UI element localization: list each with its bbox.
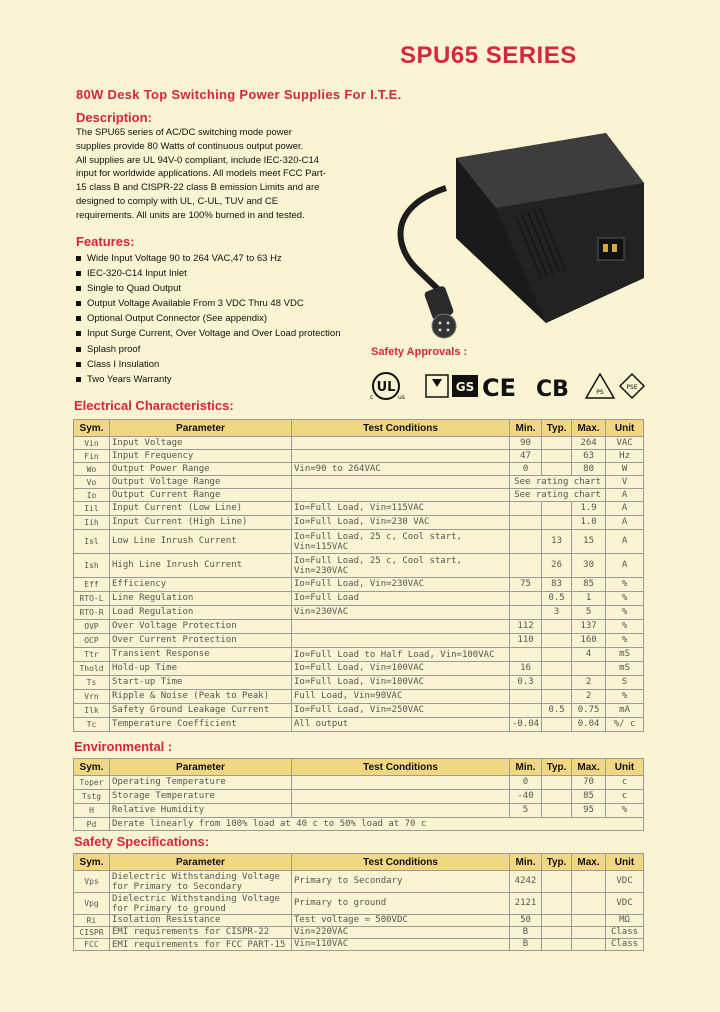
table-cell	[542, 927, 572, 939]
table-cell: Io=Full Load, Vin=230 VAC	[292, 516, 510, 530]
table-cell: 110	[510, 634, 542, 648]
table-cell: VDC	[606, 893, 644, 915]
table-cell: VDC	[606, 871, 644, 893]
ul-logo-us: us	[398, 394, 405, 401]
table-cell	[542, 450, 572, 463]
table-cell: EMI requirements for FCC PART-15	[110, 939, 292, 951]
table-cell	[572, 939, 606, 951]
column-header: Typ.	[542, 759, 572, 776]
column-header: Min.	[510, 759, 542, 776]
table-cell: Transient Response	[110, 648, 292, 662]
table-cell: Output Power Range	[110, 463, 292, 476]
table-cell: Dielectric Withstanding Voltage for Primary to Secondary	[110, 871, 292, 893]
table-cell: Vin	[74, 437, 110, 450]
table-cell: Eff	[74, 578, 110, 592]
table-cell: Ri	[74, 915, 110, 927]
table-cell	[292, 476, 510, 489]
table-cell: Isl	[74, 530, 110, 554]
table-cell: Isolation Resistance	[110, 915, 292, 927]
feature-item: Output Voltage Available From 3 VDC Thru 48 VDC	[76, 296, 341, 311]
column-header: Max.	[572, 759, 606, 776]
tuv-gs-logo	[426, 375, 478, 397]
table-cell: 85	[572, 790, 606, 804]
table-cell: %	[606, 606, 644, 620]
table-cell: %	[606, 592, 644, 606]
table-cell: Storage Temperature	[110, 790, 292, 804]
table-row	[74, 927, 644, 939]
feature-item: Wide Input Voltage 90 to 264 VAC,47 to 63 Hz	[76, 251, 341, 266]
table-cell: 0.75	[572, 704, 606, 718]
table-row	[74, 718, 644, 732]
table-cell: Io=Full Load, Vin=230VAC	[292, 578, 510, 592]
table-cell: Io=Full Load, Vin=100VAC	[292, 662, 510, 676]
column-header: Min.	[510, 854, 542, 871]
cb-logo	[536, 377, 569, 402]
table-cell: 4242	[510, 871, 542, 893]
table-cell: 0	[510, 463, 542, 476]
table-cell	[542, 662, 572, 676]
table-cell: Fin	[74, 450, 110, 463]
pse-logo	[586, 374, 644, 398]
table-row	[74, 592, 644, 606]
table-cell: Relative Humidity	[110, 804, 292, 818]
table-cell: See rating chart	[510, 489, 606, 502]
table-row	[74, 690, 644, 704]
table-cell: 90	[510, 437, 542, 450]
table-cell: Load Regulation	[110, 606, 292, 620]
column-header: Max.	[572, 854, 606, 871]
table-cell: Vrn	[74, 690, 110, 704]
table-cell: %	[606, 634, 644, 648]
table-cell: 264	[572, 437, 606, 450]
ul-logo	[370, 373, 405, 401]
table-cell	[292, 790, 510, 804]
table-cell: Primary to ground	[292, 893, 510, 915]
column-header: Parameter	[110, 759, 292, 776]
table-cell	[292, 620, 510, 634]
table-cell: 2121	[510, 893, 542, 915]
table-cell: Full Load, Vin=90VAC	[292, 690, 510, 704]
table-cell: Start-up Time	[110, 676, 292, 690]
feature-item: Two Years Warranty	[76, 372, 341, 387]
table-cell: Thold	[74, 662, 110, 676]
table-cell: 47	[510, 450, 542, 463]
table-cell: -0.04	[510, 718, 542, 732]
table-cell: Input Voltage	[110, 437, 292, 450]
table-cell: Dielectric Withstanding Voltage for Primary to ground	[110, 893, 292, 915]
table-cell: mA	[606, 704, 644, 718]
table-cell	[292, 804, 510, 818]
table-row	[74, 648, 644, 662]
table-cell: %	[606, 578, 644, 592]
table-cell: EMI requirements for CISPR-22	[110, 927, 292, 939]
column-header: Unit	[606, 854, 644, 871]
table-cell: Hz	[606, 450, 644, 463]
table-cell: A	[606, 489, 644, 502]
table-cell: RTO-L	[74, 592, 110, 606]
table-cell: 50	[510, 915, 542, 927]
table-cell: 2	[572, 676, 606, 690]
table-cell: W	[606, 463, 644, 476]
column-header: Sym.	[74, 759, 110, 776]
table-cell: 16	[510, 662, 542, 676]
table-cell: Ttr	[74, 648, 110, 662]
ce-logo	[482, 374, 516, 402]
table-cell	[542, 893, 572, 915]
table-row	[74, 606, 644, 620]
table-cell: S	[606, 676, 644, 690]
table-cell	[542, 718, 572, 732]
table-cell: Pd	[74, 818, 110, 831]
table-row	[74, 915, 644, 927]
table-cell: 0.3	[510, 676, 542, 690]
table-cell: Io=Full Load, 25 c, Cool start, Vin=230VAC	[292, 554, 510, 578]
table-cell: Ripple & Noise (Peak to Peak)	[110, 690, 292, 704]
table-cell	[542, 502, 572, 516]
column-header: Min.	[510, 420, 542, 437]
table-cell	[542, 516, 572, 530]
table-cell	[572, 662, 606, 676]
table-cell: High Line Inrush Current	[110, 554, 292, 578]
table-cell: Vpg	[74, 893, 110, 915]
table-cell: CISPR	[74, 927, 110, 939]
table-cell: 1.0	[572, 516, 606, 530]
table-cell: 26	[542, 554, 572, 578]
electrical-table	[73, 419, 644, 732]
table-cell	[542, 463, 572, 476]
column-header: Unit	[606, 759, 644, 776]
table-cell: Io=Full Load to Half Load, Vin=100VAC	[292, 648, 510, 662]
table-cell: Output Current Range	[110, 489, 292, 502]
table-cell: c	[606, 776, 644, 790]
table-cell: Ilk	[74, 704, 110, 718]
table-cell	[542, 776, 572, 790]
table-cell: B	[510, 927, 542, 939]
table-cell: Class	[606, 939, 644, 951]
description-line: The SPU65 series of AC/DC switching mode power	[76, 127, 292, 138]
svg-text:PS: PS	[596, 389, 604, 396]
table-cell	[510, 606, 542, 620]
table-cell: 5	[572, 606, 606, 620]
table-cell	[572, 927, 606, 939]
table-cell: 0.04	[572, 718, 606, 732]
column-header: Test Conditions	[292, 420, 510, 437]
table-cell: 70	[572, 776, 606, 790]
column-header: Typ.	[542, 420, 572, 437]
table-cell: 95	[572, 804, 606, 818]
table-cell: Hold-up Time	[110, 662, 292, 676]
table-cell: VAC	[606, 437, 644, 450]
page-subtitle: 80W Desk Top Switching Power Supplies For I.T.E.	[76, 87, 402, 102]
table-cell: Primary to Secondary	[292, 871, 510, 893]
column-header: Sym.	[74, 854, 110, 871]
table-cell: A	[606, 530, 644, 554]
table-cell: %/ c	[606, 718, 644, 732]
safety-specifications-heading: Safety Specifications:	[74, 834, 210, 849]
table-cell	[542, 790, 572, 804]
table-cell: FCC	[74, 939, 110, 951]
table-row	[74, 804, 644, 818]
table-cell: Output Voltage Range	[110, 476, 292, 489]
table-cell: Io	[74, 489, 110, 502]
table-row	[74, 516, 644, 530]
column-header: Unit	[606, 420, 644, 437]
table-cell: RTO-R	[74, 606, 110, 620]
pse-logo-text: PSE	[626, 384, 638, 391]
cb-logo-text: CB	[536, 377, 569, 402]
table-cell	[510, 554, 542, 578]
table-cell: -40	[510, 790, 542, 804]
table-cell	[572, 893, 606, 915]
table-cell: A	[606, 554, 644, 578]
table-cell: %	[606, 804, 644, 818]
table-cell: Vo	[74, 476, 110, 489]
table-cell: Ish	[74, 554, 110, 578]
description-line: designed to comply with UL, C-UL, TUV and CE	[76, 195, 279, 207]
table-cell: Operating Temperature	[110, 776, 292, 790]
power-supply-image	[376, 128, 646, 350]
table-cell: Io=Full Load, Vin=115VAC	[292, 502, 510, 516]
column-header: Test Conditions	[292, 854, 510, 871]
table-cell	[510, 648, 542, 662]
table-cell: V	[606, 476, 644, 489]
environmental-table	[73, 758, 644, 831]
table-cell: OVP	[74, 620, 110, 634]
table-cell: Low Line Inrush Current	[110, 530, 292, 554]
feature-item: Class I Insulation	[76, 357, 341, 372]
table-cell	[542, 804, 572, 818]
table-cell: A	[606, 502, 644, 516]
table-row	[74, 554, 644, 578]
table-cell: Vps	[74, 871, 110, 893]
table-cell: 15	[572, 530, 606, 554]
description-line: requirements. All units are 100% burned in and tested.	[76, 209, 305, 221]
table-row	[74, 939, 644, 951]
column-header: Sym.	[74, 420, 110, 437]
table-cell: Vin=90 to 264VAC	[292, 463, 510, 476]
table-cell	[510, 516, 542, 530]
table-cell	[510, 690, 542, 704]
table-cell: 137	[572, 620, 606, 634]
table-cell	[292, 450, 510, 463]
table-cell	[542, 620, 572, 634]
table-cell: Safety Ground Leakage Current	[110, 704, 292, 718]
description-text	[76, 126, 366, 223]
table-cell: Test voltage = 500VDC	[292, 915, 510, 927]
table-row	[74, 662, 644, 676]
table-row	[74, 437, 644, 450]
ul-logo-text: UL	[376, 380, 396, 395]
table-cell	[292, 437, 510, 450]
column-header: Parameter	[110, 420, 292, 437]
table-row	[74, 776, 644, 790]
table-cell: Tstg	[74, 790, 110, 804]
table-cell: 85	[572, 578, 606, 592]
table-cell: 0	[510, 776, 542, 790]
table-cell: 112	[510, 620, 542, 634]
table-cell: 80	[572, 463, 606, 476]
table-cell	[542, 690, 572, 704]
table-row	[74, 476, 644, 489]
table-cell: H	[74, 804, 110, 818]
table-cell: 30	[572, 554, 606, 578]
table-cell: MΩ	[606, 915, 644, 927]
table-cell: All output	[292, 718, 510, 732]
table-cell: Ts	[74, 676, 110, 690]
table-cell: %	[606, 690, 644, 704]
table-cell: Input Frequency	[110, 450, 292, 463]
table-cell	[542, 437, 572, 450]
table-cell: Iil	[74, 502, 110, 516]
table-cell: Efficiency	[110, 578, 292, 592]
table-cell: Input Current (High Line)	[110, 516, 292, 530]
table-cell: %	[606, 620, 644, 634]
table-row	[74, 578, 644, 592]
column-header: Test Conditions	[292, 759, 510, 776]
safety-logos	[368, 366, 650, 406]
table-row	[74, 818, 644, 831]
table-cell	[292, 776, 510, 790]
table-cell	[542, 915, 572, 927]
table-cell: 83	[542, 578, 572, 592]
column-header: Parameter	[110, 854, 292, 871]
description-heading: Description:	[76, 110, 152, 125]
table-cell	[292, 634, 510, 648]
table-cell: 160	[572, 634, 606, 648]
table-cell: 0.5	[542, 704, 572, 718]
table-cell	[542, 871, 572, 893]
table-row	[74, 893, 644, 915]
table-cell: Vin=110VAC	[292, 939, 510, 951]
table-cell: 63	[572, 450, 606, 463]
table-row	[74, 463, 644, 476]
table-row	[74, 704, 644, 718]
table-cell: Vin=230VAC	[292, 606, 510, 620]
table-cell	[510, 530, 542, 554]
table-cell: Iih	[74, 516, 110, 530]
table-cell	[542, 648, 572, 662]
table-cell: Tc	[74, 718, 110, 732]
table-cell: Derate linearly from 100% load at 40 c to 50% load at 70 c	[110, 818, 644, 831]
table-cell	[572, 915, 606, 927]
safety-approvals-heading: Safety Approvals :	[371, 346, 468, 358]
table-cell: Line Regulation	[110, 592, 292, 606]
table-cell: Input Current (Low Line)	[110, 502, 292, 516]
description-line: All supplies are UL 94V-0 compliant, include IEC-320-C14	[76, 154, 320, 166]
electrical-heading: Electrical Characteristics:	[74, 398, 234, 413]
table-cell: mS	[606, 648, 644, 662]
table-cell: 1	[572, 592, 606, 606]
description-line: 15 class B and CISPR-22 class B emission Limits and are	[76, 182, 320, 194]
table-cell: B	[510, 939, 542, 951]
features-heading: Features:	[76, 234, 135, 249]
table-cell: 13	[542, 530, 572, 554]
table-cell: c	[606, 790, 644, 804]
table-cell: A	[606, 516, 644, 530]
table-cell: 75	[510, 578, 542, 592]
table-cell: 3	[542, 606, 572, 620]
table-cell: Wo	[74, 463, 110, 476]
ce-logo-text: CE	[482, 374, 517, 402]
features-list	[76, 251, 341, 387]
table-cell: 0.5	[542, 592, 572, 606]
table-row	[74, 871, 644, 893]
table-cell: Temperature Coefficient	[110, 718, 292, 732]
feature-item: Input Surge Current, Over Voltage and Over Load protection	[76, 326, 341, 341]
table-cell	[292, 489, 510, 502]
table-row	[74, 530, 644, 554]
column-header: Typ.	[542, 854, 572, 871]
svg-text:GS: GS	[455, 380, 475, 394]
table-row	[74, 620, 644, 634]
table-cell: 2	[572, 690, 606, 704]
table-cell: Over Current Protection	[110, 634, 292, 648]
table-cell: Vin=220VAC	[292, 927, 510, 939]
table-cell: Io=Full Load, Vin=100VAC	[292, 676, 510, 690]
table-cell	[510, 502, 542, 516]
description-line: supplies provide 80 Watts of continuous output power.	[76, 140, 304, 152]
table-cell	[542, 939, 572, 951]
table-cell: Class	[606, 927, 644, 939]
table-cell: 5	[510, 804, 542, 818]
table-row	[74, 450, 644, 463]
ul-logo-c: c	[370, 394, 374, 401]
page-title: SPU65 SERIES	[400, 42, 577, 69]
table-cell	[510, 704, 542, 718]
table-cell	[510, 592, 542, 606]
table-row	[74, 634, 644, 648]
table-row	[74, 790, 644, 804]
table-cell: Over Voltage Protection	[110, 620, 292, 634]
table-cell: Io=Full Load	[292, 592, 510, 606]
table-cell: See rating chart	[510, 476, 606, 489]
description-line: input for worldwide applications. All models meet FCC Part-	[76, 168, 326, 180]
feature-item: Splash proof	[76, 342, 341, 357]
table-cell: Io=Full Load, Vin=250VAC	[292, 704, 510, 718]
table-row	[74, 489, 644, 502]
safety-specifications-table	[73, 853, 644, 951]
table-cell	[542, 676, 572, 690]
feature-item: Optional Output Connector (See appendix)	[76, 311, 341, 326]
feature-item: Single to Quad Output	[76, 281, 341, 296]
table-cell: 1.9	[572, 502, 606, 516]
table-row	[74, 502, 644, 516]
feature-item: IEC-320-C14 Input Inlet	[76, 266, 341, 281]
table-cell	[572, 871, 606, 893]
environmental-heading: Environmental :	[74, 739, 173, 754]
table-cell: OCP	[74, 634, 110, 648]
table-cell	[542, 634, 572, 648]
table-cell: mS	[606, 662, 644, 676]
table-cell: 4	[572, 648, 606, 662]
table-cell: Toper	[74, 776, 110, 790]
table-row	[74, 676, 644, 690]
table-cell: Io=Full Load, 25 c, Cool start, Vin=115VAC	[292, 530, 510, 554]
column-header: Max.	[572, 420, 606, 437]
